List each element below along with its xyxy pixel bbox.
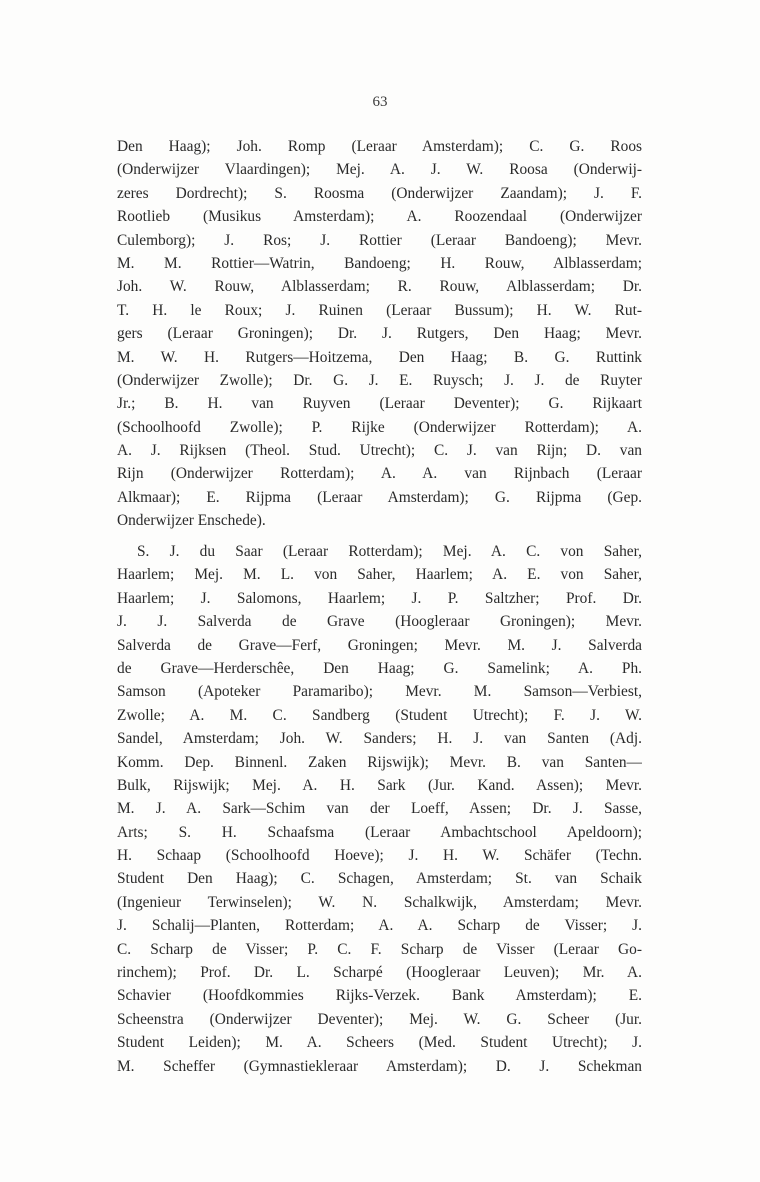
text-line-content: S. J. du Saar (Leraar Rotterdam); Mej. A. C. von Saher, bbox=[137, 543, 642, 560]
text-line: Zwolle; A. M. C. Sandberg (Student Utrecht); F. J. W. bbox=[117, 706, 642, 724]
text-line: Komm. Dep. Binnenl. Zaken Rijswijk); Mevr. B. van Santen— bbox=[117, 753, 642, 771]
text-line: (Schoolhoofd Zwolle); P. Rijke (Onderwijzer Rotterdam); A. bbox=[117, 418, 642, 436]
text-line: Samson (Apoteker Paramaribo); Mevr. M. Samson—Verbiest, bbox=[117, 683, 642, 701]
text-line: zeres Dordrecht); S. Roosma (Onderwijzer Zaandam); J. F. bbox=[117, 184, 642, 202]
text-line: Salverda de Grave—Ferf, Groningen; Mevr. M. J. Salverda bbox=[117, 636, 642, 654]
text-line: Alkmaar); E. Rijpma (Leraar Amsterdam); G. Rijpma (Gep. bbox=[117, 488, 642, 506]
text-line: M. W. H. Rutgers—Hoitzema, Den Haag; B. G. Ruttink bbox=[117, 348, 642, 366]
text-line: rinchem); Prof. Dr. L. Scharpé (Hoogleraar Leuven); Mr. A. bbox=[117, 964, 642, 982]
text-line: Haarlem; J. Salomons, Haarlem; J. P. Saltzher; Prof. Dr. bbox=[117, 589, 642, 607]
page-number: 63 bbox=[372, 94, 388, 110]
text-line: Student Leiden); M. A. Scheers (Med. Student Utrecht); J. bbox=[117, 1034, 642, 1052]
text-line: Rootlieb (Musikus Amsterdam); A. Roozendaal (Onderwijzer bbox=[117, 208, 642, 226]
paragraph-1 bbox=[117, 135, 642, 533]
text-line: Joh. W. Rouw, Alblasserdam; R. Rouw, Alblasserdam; Dr. bbox=[117, 278, 642, 296]
text-line: T. H. le Roux; J. Ruinen (Leraar Bussum); H. W. Rut- bbox=[117, 301, 642, 319]
text-line: (Ingenieur Terwinselen); W. N. Schalkwijk, Amsterdam; Mevr. bbox=[117, 893, 642, 911]
text-line: (Onderwijzer Zwolle); Dr. G. J. E. Ruysch; J. J. de Ruyter bbox=[117, 371, 642, 389]
text-line: gers (Leraar Groningen); Dr. J. Rutgers, Den Haag; Mevr. bbox=[117, 325, 642, 343]
text-line: C. Scharp de Visser; P. C. F. Scharp de Visser (Leraar Go- bbox=[117, 940, 642, 958]
text-line: Schavier (Hoofdkommies Rijks-Verzek. Bank Amsterdam); E. bbox=[117, 987, 642, 1005]
text-line: Sandel, Amsterdam; Joh. W. Sanders; H. J. van Santen (Adj. bbox=[117, 730, 642, 748]
paragraph-2 bbox=[117, 540, 642, 1078]
text-line: Jr.; B. H. van Ruyven (Leraar Deventer); G. Rijkaart bbox=[117, 395, 642, 413]
text-line: M. M. Rottier—Watrin, Bandoeng; H. Rouw, Alblasserdam; bbox=[117, 254, 642, 272]
text-line: J. J. Salverda de Grave (Hoogleraar Groningen); Mevr. bbox=[117, 613, 642, 631]
text-line: M. Scheffer (Gymnastiekleraar Amsterdam); D. J. Schekman bbox=[117, 1057, 642, 1075]
text-line: (Onderwijzer Vlaardingen); Mej. A. J. W. Roosa (Onderwij- bbox=[117, 161, 642, 179]
text-line: Scheenstra (Onderwijzer Deventer); Mej. W. G. Scheer (Jur. bbox=[117, 1010, 642, 1028]
text-line: Den Haag); Joh. Romp (Leraar Amsterdam); C. G. Roos bbox=[117, 138, 642, 155]
text-line: Haarlem; Mej. M. L. von Saher, Haarlem; A. E. von Saher, bbox=[117, 566, 642, 584]
text-line: Student Den Haag); C. Schagen, Amsterdam; St. van Schaik bbox=[117, 870, 642, 888]
text-line: H. Schaap (Schoolhoofd Hoeve); J. H. W. Schäfer (Techn. bbox=[117, 847, 642, 865]
text-line: M. J. A. Sark—Schim van der Loeff, Assen; Dr. J. Sasse, bbox=[117, 800, 642, 818]
text-line: de Grave—Herderschêe, Den Haag; G. Samelink; A. Ph. bbox=[117, 659, 642, 677]
text-line: J. Schalij—Planten, Rotterdam; A. A. Scharp de Visser; J. bbox=[117, 917, 642, 935]
text-line: A. J. Rijksen (Theol. Stud. Utrecht); C. J. van Rijn; D. van bbox=[117, 442, 642, 460]
text-line: Culemborg); J. Ros; J. Rottier (Leraar Bandoeng); Mevr. bbox=[117, 231, 642, 249]
text-line: Bulk, Rijswijk; Mej. A. H. Sark (Jur. Kand. Assen); Mevr. bbox=[117, 776, 642, 794]
text-line: Arts; S. H. Schaafsma (Leraar Ambachtschool Apeldoorn); bbox=[117, 823, 642, 841]
text-line: Rijn (Onderwijzer Rotterdam); A. A. van Rijnbach (Leraar bbox=[117, 465, 642, 483]
text-line: Onderwijzer Enschede). bbox=[117, 512, 266, 530]
text-line bbox=[117, 540, 642, 563]
